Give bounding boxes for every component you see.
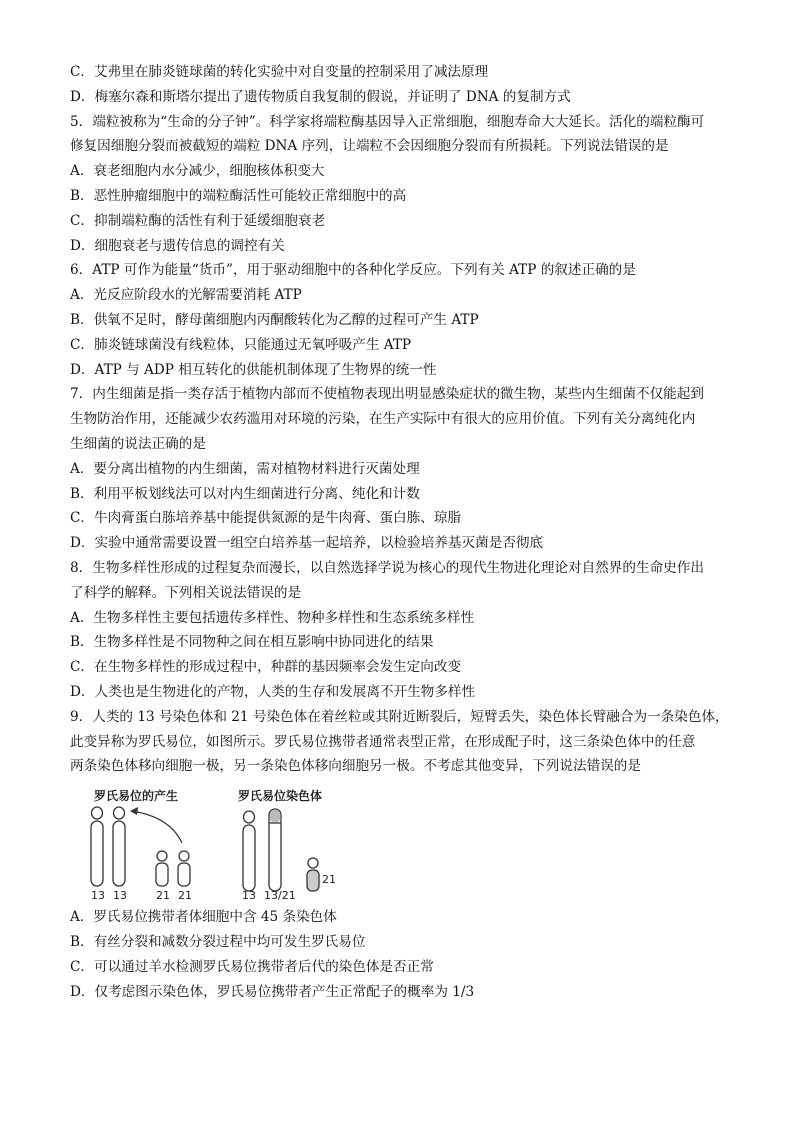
text-line: D．细胞衰老与遗传信息的调控有关 bbox=[70, 237, 285, 254]
label-21-b: 21 bbox=[178, 889, 192, 902]
text-line: 6．ATP 可作为能量“货币”，用于驱动细胞中的各种化学反应。下列有关 ATP 的叙述正确的是 bbox=[70, 262, 636, 279]
chromosome-21-b bbox=[178, 851, 190, 886]
label-13-21-right: 13/21 bbox=[264, 889, 296, 902]
text-line: 此变异称为罗氏易位，如图所示。罗氏易位携带者通常表型正常，在形成配子时，这三条染色体中的任意 bbox=[70, 733, 696, 750]
text-line: 生物防治作用，还能减少农药滥用对环境的污染，在生产实际中有很大的应用价值。下列有关分离纯化内 bbox=[70, 411, 696, 428]
figure-right-title: 罗氏易位染色体 bbox=[238, 789, 323, 804]
text-line: D．梅塞尔森和斯塔尔提出了遗传物质自我复制的假说，并证明了 DNA 的复制方式 bbox=[70, 88, 571, 105]
text-line: D．实验中通常需要设置一组空白培养基一起培养，以检验培养基灭菌是否彻底 bbox=[70, 535, 544, 552]
text-line: A．要分离出植物的内生细菌，需对植物材料进行灭菌处理 bbox=[70, 460, 420, 477]
text-line: B．供氧不足时，酵母菌细胞内丙酮酸转化为乙醇的过程可产生 ATP bbox=[70, 311, 479, 328]
figure-left-title: 罗氏易位的产生 bbox=[94, 789, 179, 804]
text-line: C．牛肉膏蛋白胨培养基中能提供氮源的是牛肉膏、蛋白胨、琼脂 bbox=[70, 510, 462, 527]
text-line: 两条染色体移向细胞一极，另一条染色体移向细胞另一极。不考虑其他变异，下列说法错误的是 bbox=[70, 758, 641, 775]
text-line: 5．端粒被称为“生命的分子钟”。科学家将端粒酶基因导入正常细胞，细胞寿命大大延长。活化的端粒酶可 bbox=[70, 113, 705, 130]
text-line: D．人类也是生物进化的产物，人类的生存和发展离不开生物多样性 bbox=[70, 683, 476, 700]
page-content bbox=[70, 60, 730, 1004]
chromosome-13-21-fused bbox=[269, 809, 281, 891]
text-line: B．恶性肿瘤细胞中的端粒酶活性可能较正常细胞中的高 bbox=[70, 187, 407, 204]
chromosome-21-a bbox=[156, 851, 168, 886]
text-line: A．生物多样性主要包括遗传多样性、物种多样性和生态系统多样性 bbox=[70, 609, 475, 626]
text-line: C．抑制端粒酶的活性有利于延缓细胞衰老 bbox=[70, 212, 326, 229]
text-line: A．罗氏易位携带者体细胞中含 45 条染色体 bbox=[70, 909, 337, 926]
text-line: C．在生物多样性的形成过程中，种群的基因频率会发生定向改变 bbox=[70, 659, 462, 676]
text-line: C．可以通过羊水检测罗氏易位携带者后代的染色体是否正常 bbox=[70, 958, 434, 975]
text-line: B．生物多样性是不同物种之间在相互影响中协同进化的结果 bbox=[70, 634, 434, 651]
text-line: D．仅考虑图示染色体，罗氏易位携带者产生正常配子的概率为 1/3 bbox=[70, 983, 475, 1000]
text-line: 修复因细胞分裂而被截短的端粒 DNA 序列，让端粒不会因细胞分裂而有所损耗。下列说法错误的是 bbox=[70, 138, 669, 155]
text-line: 生细菌的说法正确的是 bbox=[70, 435, 206, 452]
robertsonian-translocation-figure bbox=[70, 783, 730, 901]
text-line: C．肺炎链球菌没有线粒体，只能通过无氧呼吸产生 ATP bbox=[70, 336, 412, 353]
text-line: A．衰老细胞内水分减少，细胞核体积变大 bbox=[70, 163, 325, 180]
chromosome-21-normal bbox=[307, 858, 319, 891]
label-21-a: 21 bbox=[156, 889, 170, 902]
text-block-before-figure bbox=[70, 60, 730, 779]
text-block-after-figure bbox=[70, 905, 730, 1004]
label-21-right: 21 bbox=[322, 873, 336, 887]
text-line: 7．内生细菌是指一类存活于植物内部而不使植物表现出明显感染症状的微生物，某些内生细菌不仅能起到 bbox=[70, 386, 704, 403]
chromosome-13-b bbox=[113, 807, 125, 886]
translocation-arrow bbox=[132, 811, 182, 843]
text-line: 8．生物多样性形成的过程复杂而漫长，以自然选择学说为核心的现代生物进化理论对自然界的生命史作出 bbox=[70, 559, 704, 576]
label-13-b: 13 bbox=[113, 889, 127, 902]
arrow-head-icon bbox=[130, 807, 138, 815]
chromosome-13-normal bbox=[243, 811, 255, 891]
chromosome-13-a bbox=[91, 807, 103, 886]
text-line: B．利用平板划线法可以对内生细菌进行分离、纯化和计数 bbox=[70, 485, 420, 502]
text-line: A．光反应阶段水的光解需要消耗 ATP bbox=[70, 287, 302, 304]
text-line: 了科学的解释。下列相关说法错误的是 bbox=[70, 584, 302, 601]
text-line: C．艾弗里在肺炎链球菌的转化实验中对自变量的控制采用了减法原理 bbox=[70, 64, 489, 80]
chromosome-diagram bbox=[70, 783, 370, 901]
text-line: D．ATP 与 ADP 相互转化的供能机制体现了生物界的统一性 bbox=[70, 361, 437, 378]
label-13-right: 13 bbox=[242, 889, 256, 902]
text-line: B．有丝分裂和减数分裂过程中均可发生罗氏易位 bbox=[70, 933, 366, 950]
text-line: 9．人类的 13 号染色体和 21 号染色体在着丝粒或其附近断裂后，短臂丢失，染色体长臂融合为一条染色体， bbox=[70, 708, 729, 725]
label-13-a: 13 bbox=[91, 889, 105, 902]
